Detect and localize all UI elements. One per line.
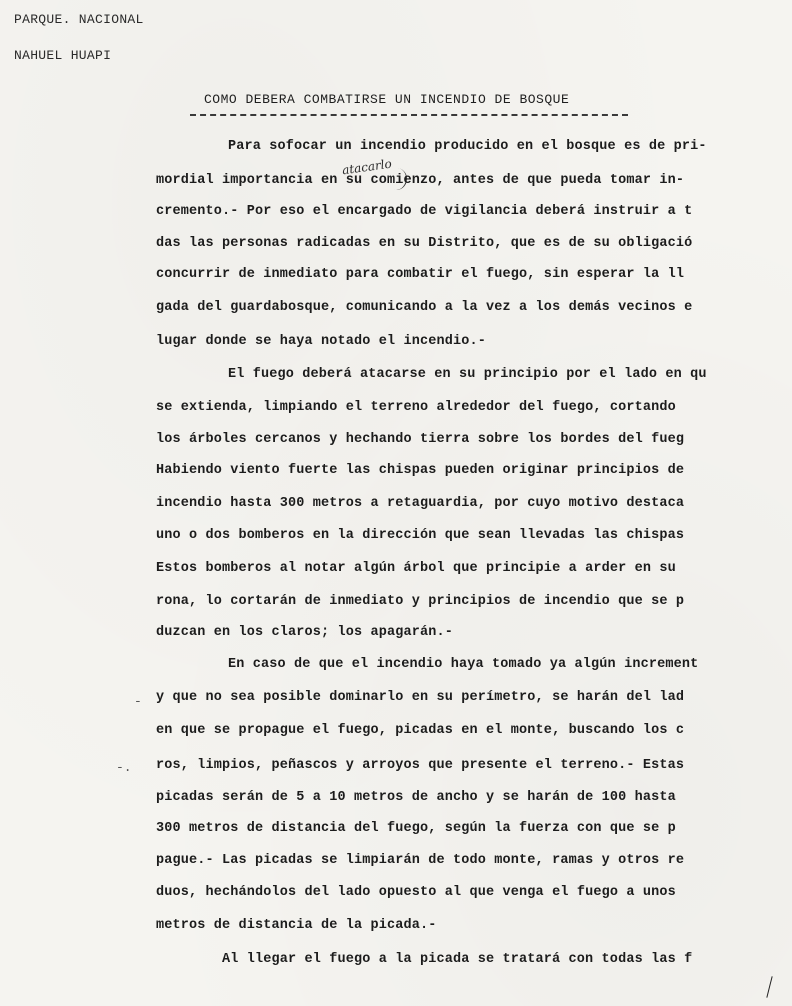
body-line: Estos bomberos al notar algún árbol que principie a arder en su bbox=[156, 561, 676, 576]
body-line: mordial importancia en su comienzo, antes de que pueda tomar in- bbox=[156, 173, 685, 188]
body-line: Para sofocar un incendio producido en el bosque es de pri- bbox=[228, 139, 707, 154]
body-line: los árboles cercanos y hechando tierra sobre los bordes del fueg bbox=[156, 432, 685, 447]
body-line: concurrir de inmediato para combatir el fuego, sin esperar la ll bbox=[156, 267, 685, 282]
body-line: metros de distancia de la picada.- bbox=[156, 918, 437, 933]
body-line: El fuego deberá atacarse en su principio por el lado en qu bbox=[228, 367, 707, 382]
document-title: COMO DEBERA COMBATIRSE UN INCENDIO DE BOSQUE bbox=[204, 92, 570, 107]
margin-dash-mark: - bbox=[134, 694, 142, 709]
body-line: se extienda, limpiando el terreno alrededor del fuego, cortando bbox=[156, 400, 676, 415]
body-line: pague.- Las picadas se limpiarán de todo monte, ramas y otros re bbox=[156, 853, 685, 868]
body-line: duzcan en los claros; los apagarán.- bbox=[156, 625, 454, 640]
body-line: gada del guardabosque, comunicando a la vez a los demás vecinos e bbox=[156, 300, 693, 315]
body-line: Habiendo viento fuerte las chispas pueden originar principios de bbox=[156, 463, 685, 478]
body-line: En caso de que el incendio haya tomado ya algún increment bbox=[228, 657, 699, 672]
body-line: Al llegar el fuego a la picada se tratará con todas las f bbox=[222, 952, 693, 967]
header-park-name: PARQUE. NACIONAL bbox=[14, 12, 144, 27]
body-line: y que no sea posible dominarlo en su perímetro, se harán del lad bbox=[156, 690, 685, 705]
body-line: 300 metros de distancia del fuego, según la fuerza con que se p bbox=[156, 821, 676, 836]
body-line: uno o dos bomberos en la dirección que sean llevadas las chispas bbox=[156, 528, 685, 543]
pencil-stroke-mark bbox=[766, 976, 772, 998]
body-line: rona, lo cortarán de inmediato y principios de incendio que se p bbox=[156, 594, 685, 609]
handwritten-annotation: atacarlo bbox=[341, 156, 393, 178]
body-line: picadas serán de 5 a 10 metros de ancho y se harán de 100 hasta bbox=[156, 790, 676, 805]
body-line: cremento.- Por eso el encargado de vigilancia deberá instruir a t bbox=[156, 204, 693, 219]
body-line: das las personas radicadas en su Distrito, que es de su obligació bbox=[156, 236, 693, 251]
body-line: en que se propague el fuego, picadas en el monte, buscando los c bbox=[156, 723, 685, 738]
margin-dash-mark: -. bbox=[116, 760, 132, 775]
body-line: lugar donde se haya notado el incendio.- bbox=[156, 334, 487, 349]
body-line: ros, limpios, peñascos y arroyos que presente el terreno.- Estas bbox=[156, 758, 685, 773]
header-park-location: NAHUEL HUAPI bbox=[14, 48, 112, 63]
body-line: duos, hechándolos del lado opuesto al que venga el fuego a unos bbox=[156, 885, 676, 900]
title-underline bbox=[190, 114, 628, 116]
body-line: incendio hasta 300 metros a retaguardia, por cuyo motivo destaca bbox=[156, 496, 685, 511]
